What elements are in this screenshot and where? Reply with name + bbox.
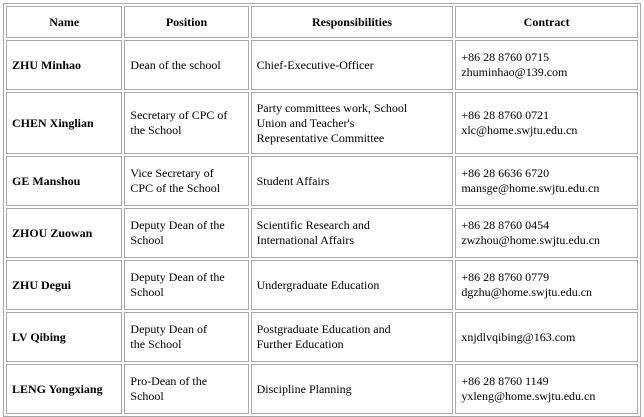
cell-responsibilities — [251, 260, 454, 310]
header-responsibilities: Responsibilities — [251, 6, 454, 38]
table-row — [6, 208, 638, 258]
table-row — [6, 40, 638, 90]
email-text: zhuminhao@139.com — [461, 65, 568, 79]
cell-position — [124, 364, 248, 414]
header-name: Name — [6, 6, 122, 38]
cell-name — [6, 208, 122, 258]
phone-text: +86 28 8760 0715 — [461, 50, 550, 64]
responsibility-line: Undergraduate Education — [256, 277, 380, 292]
position-line: School — [130, 285, 164, 299]
responsibility-line: Party committees work, School — [256, 100, 408, 115]
position-line: Pro-Dean of the — [130, 374, 208, 388]
table-row — [6, 260, 638, 310]
cell-contact — [455, 260, 638, 310]
position-line: Deputy Dean of the — [130, 270, 225, 284]
table-row — [6, 92, 638, 154]
email-text: dgzhu@home.swjtu.edu.cn — [461, 285, 593, 299]
responsibility-line: Further Education — [256, 337, 344, 351]
responsibility-line: Student Affairs — [256, 173, 330, 188]
position-line: Deputy Dean of the — [130, 218, 225, 232]
email-text: mansge@home.swjtu.edu.cn — [461, 181, 600, 195]
email-text: zwzhou@home.swjtu.edu.cn — [461, 233, 601, 247]
position-line: Dean of the school — [130, 57, 221, 72]
leadership-table — [3, 3, 641, 417]
cell-position — [124, 40, 248, 90]
table-row — [6, 364, 638, 414]
name-text: CHEN Xinglian — [12, 115, 94, 130]
cell-responsibilities — [251, 208, 454, 258]
position-line: Deputy Dean of — [130, 322, 208, 336]
position-line: CPC of the School — [130, 181, 221, 195]
table-row — [6, 312, 638, 362]
cell-position — [124, 208, 248, 258]
position-line: School — [130, 233, 164, 247]
cell-responsibilities — [251, 312, 454, 362]
cell-name — [6, 312, 122, 362]
cell-contact — [455, 40, 638, 90]
cell-contact — [455, 156, 638, 206]
position-line: Secretary of CPC of — [130, 108, 228, 122]
phone-text: +86 28 8760 1149 — [461, 374, 549, 388]
cell-responsibilities — [251, 156, 454, 206]
table-header — [6, 6, 638, 38]
email-text: xlc@home.swjtu.edu.cn — [461, 123, 578, 137]
cell-contact — [455, 364, 638, 414]
cell-name — [6, 364, 122, 414]
cell-name — [6, 40, 122, 90]
phone-text: +86 28 8760 0721 — [461, 108, 550, 122]
email-text: yxleng@home.swjtu.edu.cn — [461, 389, 596, 403]
responsibility-line: Chief-Executive-Officer — [256, 57, 374, 72]
name-text: ZHOU Zuowan — [12, 225, 93, 240]
position-line: the School — [130, 337, 182, 351]
table-body — [6, 40, 638, 414]
phone-text: +86 28 8760 0454 — [461, 218, 550, 232]
cell-name — [6, 92, 122, 154]
phone-text: +86 28 6636 6720 — [461, 166, 550, 180]
cell-responsibilities — [251, 364, 454, 414]
cell-name — [6, 156, 122, 206]
cell-position — [124, 92, 248, 154]
cell-contact — [455, 312, 638, 362]
cell-contact — [455, 208, 638, 258]
name-text: ZHU Minhao — [12, 57, 82, 72]
cell-responsibilities — [251, 40, 454, 90]
header-position: Position — [124, 6, 248, 38]
name-text: LENG Yongxiang — [12, 381, 103, 396]
name-text: GE Manshou — [12, 173, 81, 188]
phone-text: +86 28 8760 0779 — [461, 270, 550, 284]
email-text: xnjdlvqibing@163.com — [461, 329, 576, 344]
responsibility-line: Representative Committee — [256, 130, 385, 145]
cell-contact — [455, 92, 638, 154]
position-line: School — [130, 389, 164, 403]
responsibility-line: Postgraduate Education and — [256, 322, 391, 336]
position-line: the School — [130, 123, 182, 137]
responsibility-line: Scientific Research and — [256, 218, 370, 232]
position-line: Vice Secretary of — [130, 166, 214, 180]
header-contract: Contract — [455, 6, 638, 38]
name-text: LV Qibing — [12, 329, 66, 344]
responsibility-line: Discipline Planning — [256, 381, 352, 396]
cell-position — [124, 312, 248, 362]
cell-position — [124, 260, 248, 310]
responsibility-line: Union and Teacher's — [256, 115, 355, 130]
cell-position — [124, 156, 248, 206]
cell-responsibilities — [251, 92, 454, 154]
responsibility-line: International Affairs — [256, 233, 355, 247]
name-text: ZHU Degui — [12, 277, 72, 292]
cell-name — [6, 260, 122, 310]
table-row — [6, 156, 638, 206]
header-row — [6, 6, 638, 38]
